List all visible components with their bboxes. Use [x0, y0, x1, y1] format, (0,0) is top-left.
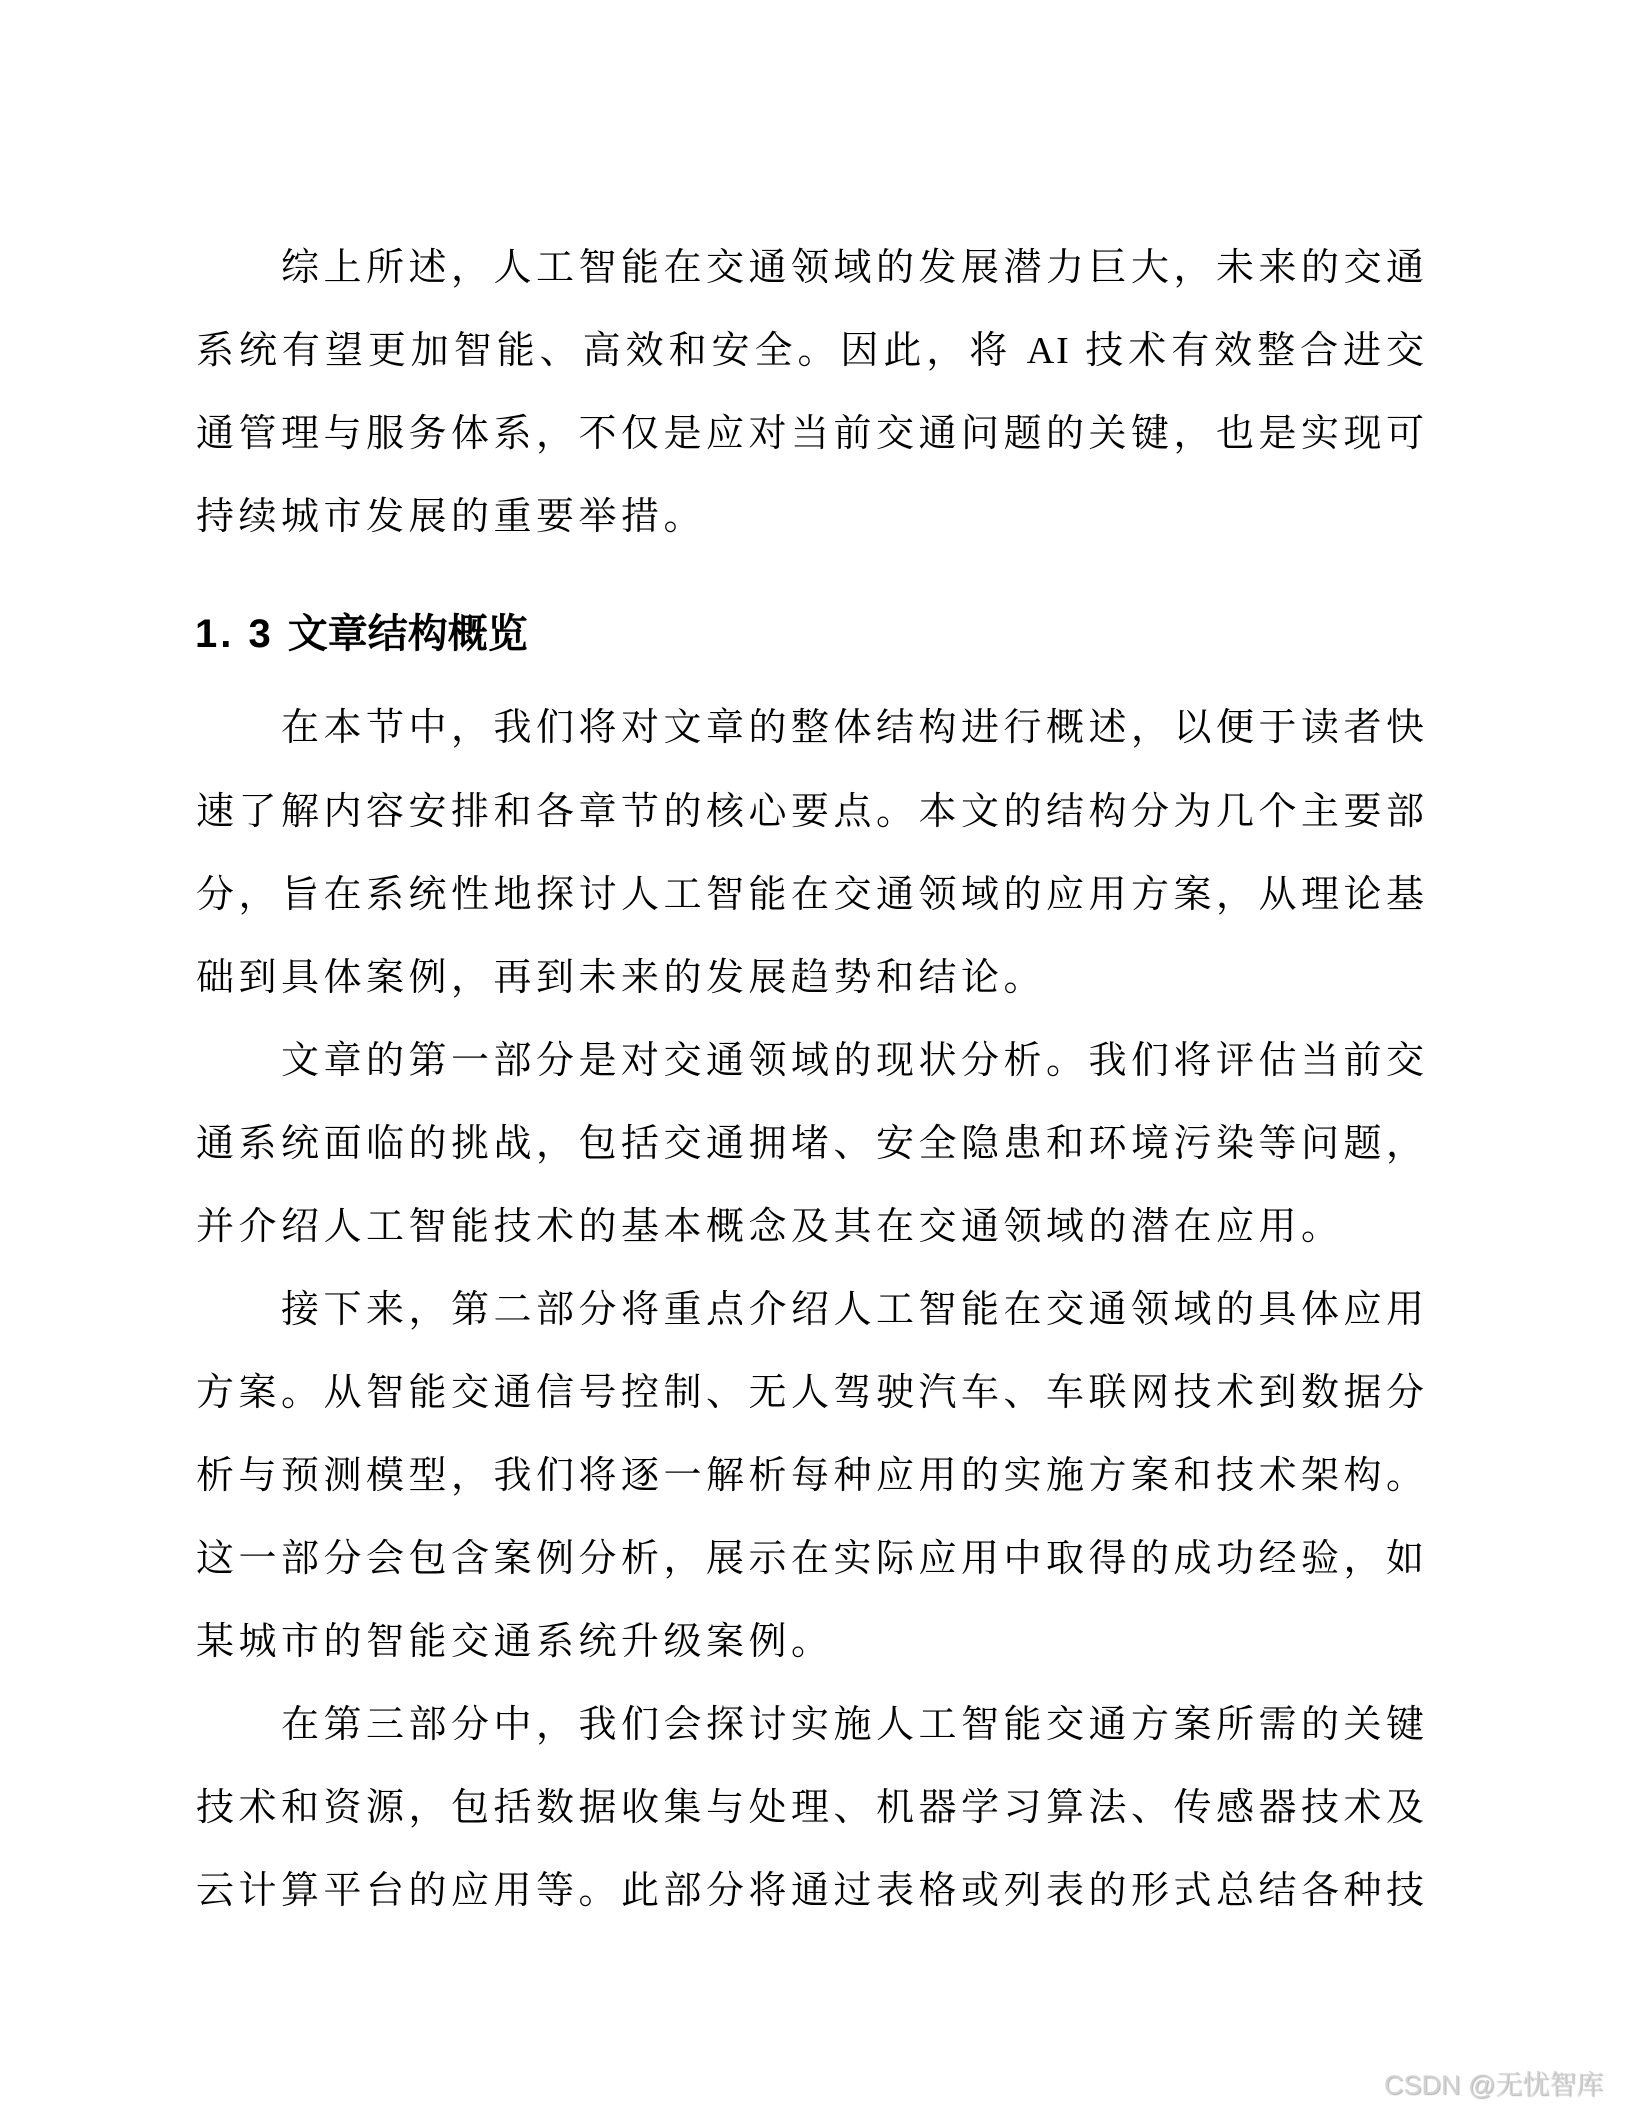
paragraph-line: 这一部分会包含案例分析，展示在实际应用中取得的成功经验，如 — [196, 1538, 1426, 1580]
paragraph-line: 持续城市发展的重要举措。 — [196, 496, 707, 538]
paragraph-line: 综上所述，人工智能在交通领域的发展潜力巨大，未来的交通 — [281, 247, 1426, 289]
paragraph-line: 析与预测模型，我们将逐一解析每种应用的实施方案和技术架构。 — [196, 1455, 1426, 1497]
paragraph-line: 文章的第一部分是对交通领域的现状分析。我们将评估当前交 — [281, 1040, 1426, 1082]
section-title: 文章结构概览 — [287, 612, 528, 656]
section-heading — [195, 608, 528, 660]
paragraph-line: 础到具体案例，再到未来的发展趋势和结论。 — [196, 957, 1047, 999]
paragraph-line: 速了解内容安排和各章节的核心要点。本文的结构分为几个主要部 — [196, 791, 1426, 833]
paragraph-line: 并介绍人工智能技术的基本概念及其在交通领域的潜在应用。 — [196, 1206, 1344, 1248]
paragraph-line: 通系统面临的挑战，包括交通拥堵、安全隐患和环境污染等问题， — [196, 1123, 1426, 1165]
paragraph-line: 在本节中，我们将对文章的整体结构进行概述，以便于读者快 — [281, 707, 1426, 749]
paragraph-line: 分，旨在系统性地探讨人工智能在交通领域的应用方案，从理论基 — [196, 874, 1426, 916]
paragraph-line: 云计算平台的应用等。此部分将通过表格或列表的形式总结各种技 — [196, 1870, 1426, 1912]
csdn-watermark: CSDN @无忧智库 — [1384, 2070, 1604, 2100]
paragraph-line: 方案。从智能交通信号控制、无人驾驶汽车、车联网技术到数据分 — [196, 1372, 1426, 1414]
paragraph-line: 系统有望更加智能、高效和安全。因此，将 AI 技术有效整合进交 — [196, 330, 1426, 372]
paragraph-line: 通管理与服务体系，不仅是应对当前交通问题的关键，也是实现可 — [196, 413, 1426, 455]
section-number: 1. 3 — [195, 612, 274, 656]
paragraph-line: 技术和资源，包括数据收集与处理、机器学习算法、传感器技术及 — [196, 1787, 1426, 1829]
paragraph-line: 在第三部分中，我们会探讨实施人工智能交通方案所需的关键 — [281, 1704, 1426, 1746]
paragraph-line: 接下来，第二部分将重点介绍人工智能在交通领域的具体应用 — [281, 1289, 1426, 1331]
paragraph-line: 某城市的智能交通系统升级案例。 — [196, 1621, 834, 1663]
